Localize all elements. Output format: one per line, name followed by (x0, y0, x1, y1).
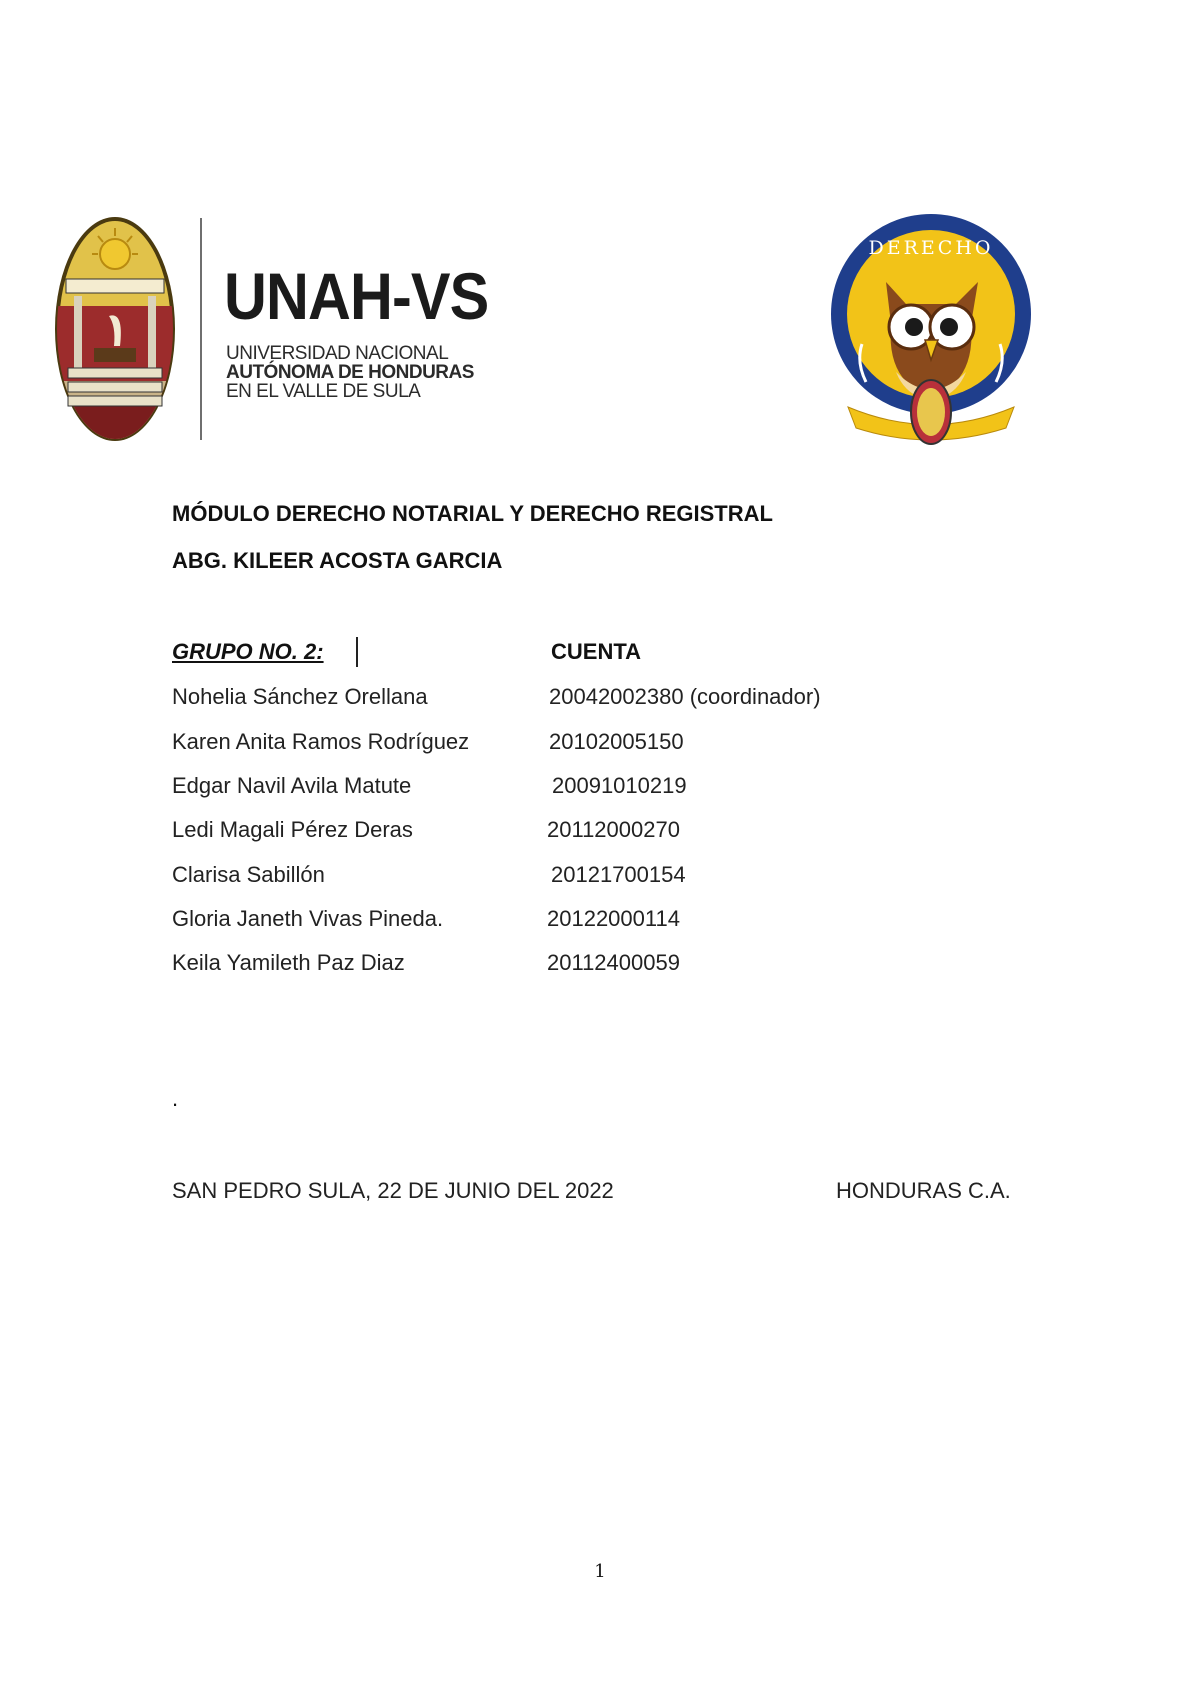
derecho-owl-emblem (826, 212, 1036, 452)
header-divider (200, 218, 202, 440)
member-name: Nohelia Sánchez Orellana (172, 684, 428, 709)
course-title: MÓDULO DERECHO NOTARIAL Y DERECHO REGISTRAL (172, 501, 773, 526)
unah-seal-logo (54, 216, 176, 442)
stray-dot: . (172, 1086, 179, 1111)
member-name: Gloria Janeth Vivas Pineda. (172, 906, 444, 931)
text-cursor (356, 637, 358, 667)
unah-subtitle-line-3: EN EL VALLE DE SULA (226, 381, 421, 402)
place-and-date: SAN PEDRO SULA, 22 DE JUNIO DEL 2022 (172, 1178, 614, 1203)
member-account: 20112000270 (547, 817, 680, 842)
page-number: 1 (594, 1561, 606, 1582)
member-name: Ledi Magali Pérez Deras (172, 817, 413, 842)
member-name: Keila Yamileth Paz Diaz (172, 950, 405, 975)
unah-vs-wordmark: UNAH-VS (224, 259, 489, 333)
member-name: Karen Anita Ramos Rodríguez (172, 729, 470, 754)
member-account: 20121700154 (551, 862, 686, 887)
member-account: 20091010219 (552, 773, 687, 798)
member-name: Edgar Navil Avila Matute (172, 773, 412, 798)
member-account: 20102005150 (549, 729, 684, 754)
unah-subtitle-line-1: UNIVERSIDAD NACIONAL (226, 343, 449, 364)
svg-text:DERECHO: DERECHO (868, 237, 994, 259)
member-account: 20112400059 (547, 950, 680, 975)
country-label: HONDURAS C.A. (836, 1178, 1011, 1203)
unah-subtitle-line-2: AUTÓNOMA DE HONDURAS (226, 362, 474, 383)
member-account: 20042002380 (coordinador) (549, 684, 821, 709)
group-label: GRUPO NO. 2: (172, 639, 324, 664)
member-name: Clarisa Sabillón (172, 862, 325, 887)
member-account: 20122000114 (547, 906, 680, 931)
professor-name: ABG. KILEER ACOSTA GARCIA (172, 548, 503, 573)
account-column-header: CUENTA (551, 639, 642, 664)
